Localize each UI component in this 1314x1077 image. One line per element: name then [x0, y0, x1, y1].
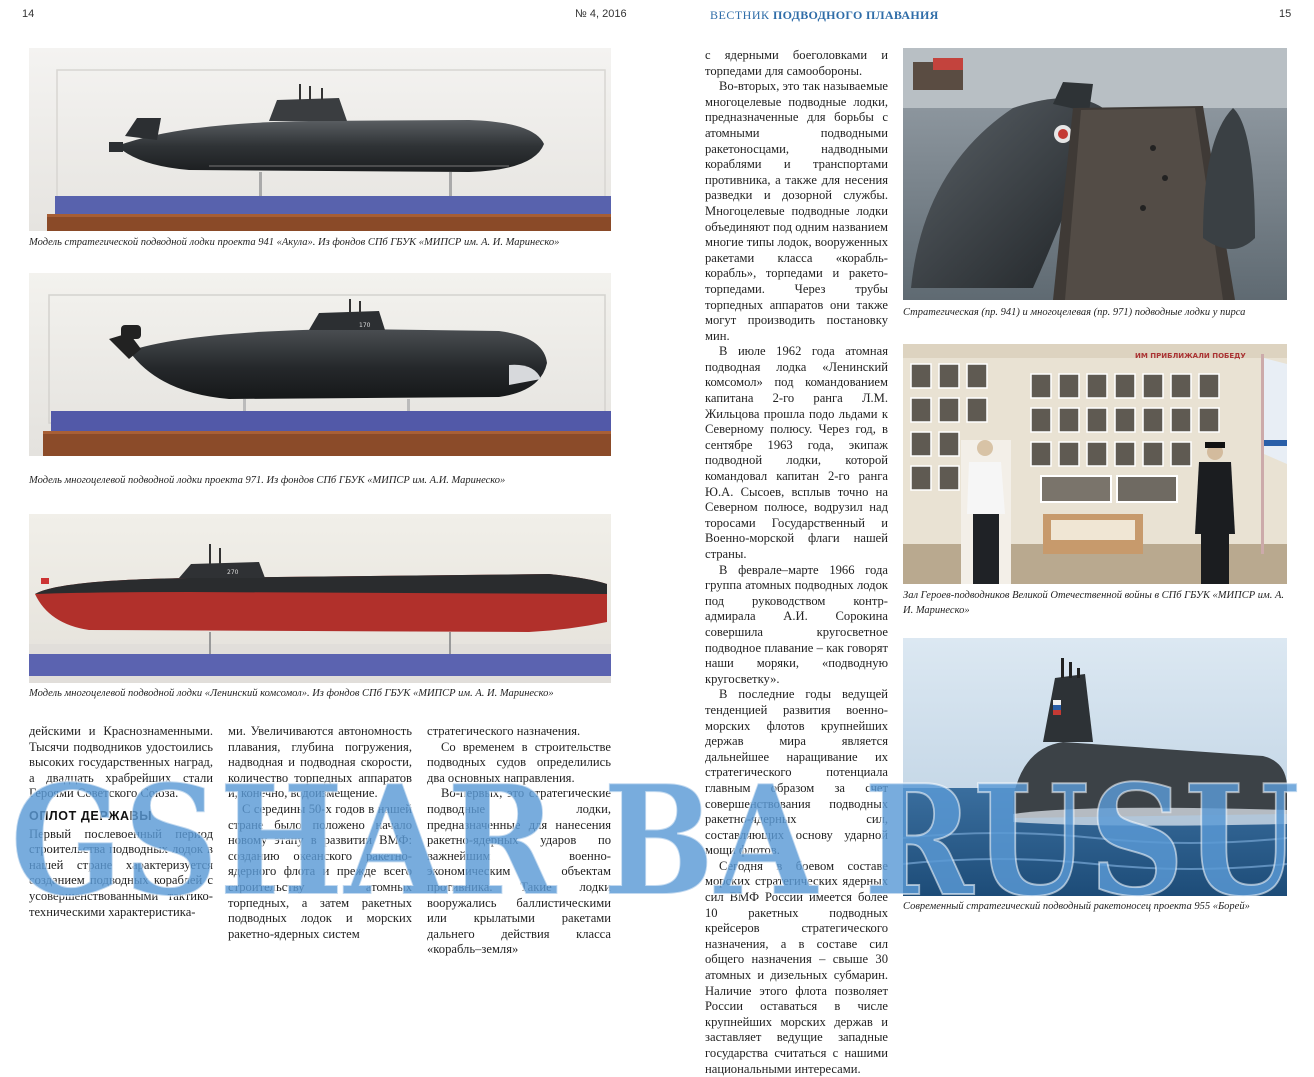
photo-hall-of-heroes: [903, 344, 1287, 584]
hull-number-971: 170: [359, 322, 371, 329]
col1-paragraph-2: Первый послевоенный период строительства подводных лодок в нашей стране характеризуется созданием подводных кораблей с усовершенствованными тактико-техническими характеристика-: [29, 826, 213, 919]
col1-paragraph-1: дейскими и Краснознаменными. Тысячи подводников удостоились высоких государственных наград, а двадцать храбрейших стали Героями Советского Союза.: [29, 724, 213, 801]
photo-akula-model: [29, 48, 611, 231]
text-column-1: [29, 724, 213, 920]
col2-paragraph-2: С середины 50-х годов в нашей стране было положено начало новому этапу в развитии ВМФ: созданию океанского ракетно-ядерного флота и прежде всего строительству атомных торпедных, а затем ракетных подводных лодок и морских ракетно-ядерных систем: [228, 801, 412, 941]
col4-paragraph-4: В феврале–марте 1966 года группа атомных подводных лодок под руководством контр-адмирала А.И. Сорокина совершила кругосветное подводное плавание – как говорят наши моряки, «подводную кругосветку».: [705, 562, 888, 686]
text-column-2: [228, 724, 412, 942]
text-column-3: [427, 724, 611, 958]
caption-971: Модель многоцелевой подводной лодки проекта 971. Из фондов СПб ГБУК «МИПСР им. А.И. Маринеско»: [29, 475, 506, 486]
caption-pier: Стратегическая (пр. 941) и многоцелевая (пр. 971) подводные лодки у пирса: [903, 307, 1246, 318]
caption-akula: Модель стратегической подводной лодки проекта 941 «Акула». Из фондов СПб ГБУК «МИПСР им. А. И. Маринеско»: [29, 237, 560, 248]
photo-borei-submarine: [903, 638, 1287, 896]
journal-title-name: ПОДВОДНОГО ПЛАВАНИЯ: [773, 8, 939, 22]
text-column-4: [705, 48, 888, 1077]
photo-submarines-at-pier: [903, 48, 1287, 300]
caption-borei: Современный стратегический подводный ракетоносец проекта 955 «Борей»: [903, 901, 1250, 912]
col4-paragraph-3: В июле 1962 года атомная подводная лодка «Ленинский комсомол» под командованием капитана 2-го ранга Л.М. Жильцова прошла подо льдами к Северному полюсу. Через год, в сентябре 1963 года, экипаж подводной лодки, которой командовал капитан 2-го ранга Ю.А. Сысоев, всплыв точно на Северном полюсе, водрузил над торосами Государственный и Военно-морской флаги нашей страны.: [705, 344, 888, 561]
col4-paragraph-5: В последние годы ведущей тенденцией развития военно-морских флотов крупнейших держав мира является дальнейшее наращивание их стратегического потенциала главным образом за счет совершенствования подводных ракетно-ядерных сил, составляющих основу ударной мощи флотов.: [705, 687, 888, 858]
caption-komsomol: Модель многоцелевой подводной лодки «Ленинский комсомол». Из фондов СПб ГБУК «МИПСР им. А. И. Маринеско»: [29, 688, 554, 699]
journal-title-prefix: ВЕСТНИК: [710, 8, 770, 22]
col4-paragraph-1: с ядерными боеголовками и торпедами для самообороны.: [705, 48, 888, 78]
page-number-left: 14: [22, 8, 35, 20]
col4-paragraph-6: Сегодня в боевом составе морских стратегических ядерных сил ВМФ России имеется более 10 ракетных подводных крейсеров стратегического назначения, а в составе сил общего назначения – свыше 30 атомных и дизельных субмарин. Наличие этого флота позволяет России оставаться в числе крупнейших морских держав и заставляет ведущие западные государства считаться с нашими национальными интересами.: [705, 858, 888, 1076]
hall-banner: ИМ ПРИБЛИЖАЛИ ПОБЕДУ: [1135, 352, 1246, 360]
photo-971-model: [29, 273, 611, 456]
section-heading: ОПЛОТ ДЕРЖАВЫ: [29, 808, 153, 823]
journal-title: [710, 8, 939, 23]
col4-paragraph-2: Во-вторых, это так называемые многоцелевые подводные лодки, предназначенные для борьбы с атомными подводными ракетоносцами, надводными кораблями и транспортами противника, а также для несения разведки и дозорной службы. Многоцелевые подводные лодки объединяют под одним названием многие типы лодок, вооруженных ракетами класса «корабль-корабль», торпедами и ракето-торпедами. Через трубы торпедных аппаратов они также могут производить постановку мин.: [705, 79, 888, 343]
issue-number: № 4, 2016: [575, 8, 627, 20]
col3-paragraph-2: Со временем в строительстве подводных судов определились два основных направления.: [427, 739, 611, 785]
col2-paragraph-1: ми. Увеличиваются автономность плавания, глубина погружения, надводная и подводная скорости, количество торпедных аппаратов и, конечно, водоизмещение.: [228, 724, 412, 801]
col3-paragraph-3: Во-первых, это стратегические подводные лодки, предназначенные для нанесения ракетно-ядерных ударов по важнейшим военно-экономическим объектам противника. Такие лодки вооружались баллистическими или крылатыми ракетами дальнего действия класса «корабль–земля»: [427, 786, 611, 957]
photo-komsomol-model: [29, 514, 611, 683]
watermark-text: GSHAR BA RUSU: [10, 751, 1300, 930]
caption-hall: Зал Героев-подводников Великой Отечественной войны в СПб ГБУК «МИПСР им. А. И. Маринеско»: [903, 590, 1284, 616]
hull-number-komsomol: 270: [227, 569, 239, 576]
page-number-right: 15: [1279, 8, 1292, 20]
col3-paragraph-1: стратегического назначения.: [427, 724, 581, 738]
